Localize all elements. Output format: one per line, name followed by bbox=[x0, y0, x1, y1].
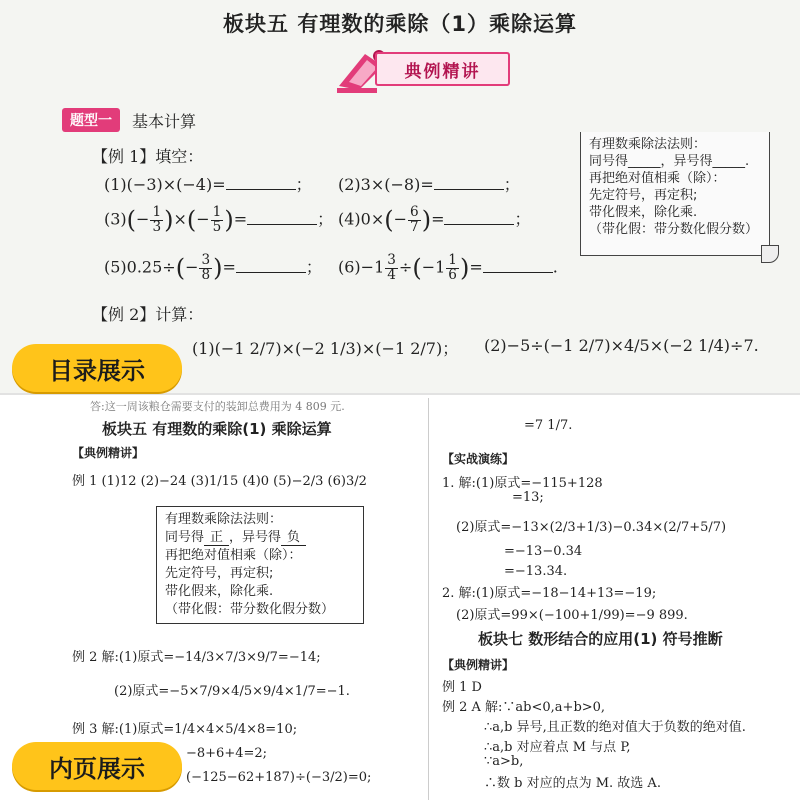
exercise-6: (6)−1 $\frac{3}{4}$ ÷(−1 $\frac{1}{6}$ )= . bbox=[338, 252, 558, 283]
example-3-solution-3: (−125−62+187)÷(−3/2)=0; bbox=[186, 770, 372, 785]
section-7-example-2-line-2: ∴a,b 异号,且正数的绝对值大于负数的绝对值. bbox=[484, 720, 746, 735]
exercise-2: (2)3×(−8)= ； bbox=[338, 175, 520, 194]
practice-1-line-3: (2)原式=−13×(2/3+1/3)−0.34×(2/7+5/7) bbox=[456, 520, 727, 535]
section-5-title: 板块五 有理数的乘除(1) 乘除运算 bbox=[102, 420, 332, 438]
catalog-page bbox=[0, 0, 800, 395]
example-2-solution-2: (2)原式=−5×7/9×4/5×9/4×1/7=−1. bbox=[114, 684, 350, 699]
inner-page bbox=[0, 398, 800, 800]
example-2-label: 【例 2】计算： bbox=[92, 305, 204, 324]
example-2-solution-1: 例 2 解:(1)原式=−14/3×7/3×9/7=−14; bbox=[72, 650, 321, 665]
practice-1-line-5: =−13.34. bbox=[504, 564, 568, 579]
practice-1-line-1: 1. 解:(1)原式=−115+128 bbox=[442, 476, 603, 491]
cut-off-text: 答:这一周该粮仓需要支付的装卸总费用为 4 809 元. bbox=[90, 400, 345, 413]
inner-page-badge: 内页展示 bbox=[12, 742, 182, 790]
section-7-example-2-line-5: ∴数 b 对应的点为 M. 故选 A. bbox=[484, 776, 661, 791]
banner-label: 典例精讲 bbox=[375, 52, 510, 86]
section-7-example-2-line-3: ∴a,b 对应着点 M 与点 P, bbox=[484, 740, 631, 755]
example-3-solution-1: 例 3 解:(1)原式=1/4×4×5/4×8=10; bbox=[72, 722, 298, 737]
example-1-answers: 例 1 (1)12 (2)−24 (3)1/15 (4)0 (5)−2/3 (6)3/2 bbox=[72, 474, 367, 489]
practice-1-line-2: =13; bbox=[512, 490, 544, 505]
question-type-title: 基本计算 bbox=[132, 111, 197, 131]
practice-2-line-1: 2. 解:(1)原式=−18−14+13=−19; bbox=[442, 586, 657, 601]
practice-subheading: 【实战演练】 bbox=[442, 452, 515, 466]
question-type-tag: 题型一 bbox=[62, 108, 120, 132]
section-7-example-1: 例 1 D bbox=[442, 680, 482, 695]
column-divider bbox=[428, 398, 429, 800]
section-7-title: 板块七 数形结合的应用(1) 符号推断 bbox=[478, 630, 723, 648]
section-7-example-2-line-1: 例 2 A 解:∵ab<0,a+b>0, bbox=[442, 700, 606, 715]
practice-1-line-4: =−13−0.34 bbox=[504, 544, 583, 559]
carry-over-result: =7 1/7. bbox=[524, 418, 573, 433]
practice-2-line-2: (2)原式=99×(−100+1/99)=−9 899. bbox=[456, 608, 688, 623]
page-title: 板块五 有理数的乘除（1）乘除运算 bbox=[223, 12, 577, 36]
exercise-3: (3)(− $\frac{1}{3}$ )×(− $\frac{1}{5}$ )= ； bbox=[104, 204, 334, 235]
exercise-4: (4)0×(− $\frac{6}{7}$ )= ； bbox=[338, 204, 531, 235]
exercise-1: (1)(−3)×(−4)= ； bbox=[104, 175, 312, 194]
section-banner bbox=[335, 46, 510, 94]
answer-rule-box: 有理数乘除法法则： 同号得 正 ，异号得 负 再把绝对值相乘（除）： 先定符号，再定积; 带化假来，除化乘. （带化假：带分数化假分数） bbox=[156, 506, 364, 624]
section-7-example-2-line-4: ∵a>b, bbox=[484, 754, 524, 769]
page-curl bbox=[761, 245, 779, 263]
question-type-header bbox=[62, 108, 196, 132]
section-7-subheading: 【典例精讲】 bbox=[442, 658, 515, 672]
example-2-line-1: (1)(−1 2/7)×(−2 1/3)×(−1 2/7)； bbox=[192, 339, 459, 358]
example-2-line-2: (2)−5÷(−1 2/7)×4/5×(−2 1/4)÷7. bbox=[484, 336, 759, 355]
rule-note-box: 有理数乘除法法则： 同号得_____，异号得_____. 再把绝对值相乘（除）： 先定符号，再定积; 带化假来，除化乘. （带化假：带分数化假分数） bbox=[580, 132, 770, 256]
example-3-solution-2: −8+6+4=2; bbox=[186, 746, 268, 761]
example-1-label: 【例 1】填空： bbox=[92, 147, 204, 166]
catalog-badge: 目录展示 bbox=[12, 344, 182, 392]
exercise-5: (5)0.25÷(− $\frac{3}{8}$ )= ； bbox=[104, 252, 322, 283]
section-5-subheading: 【典例精讲】 bbox=[72, 446, 145, 460]
